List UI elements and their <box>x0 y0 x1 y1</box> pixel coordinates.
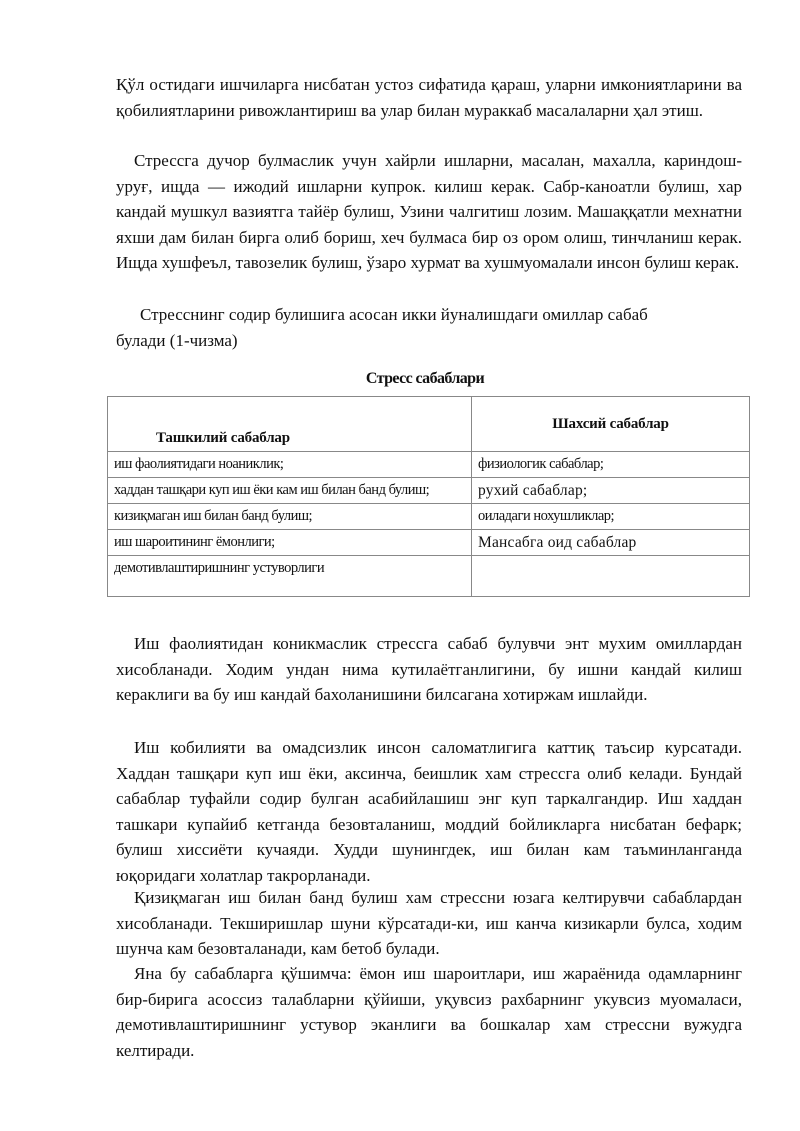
table-row <box>108 530 750 556</box>
table-row <box>108 504 750 530</box>
header-organizational-causes: Ташкилий сабаблар <box>108 397 472 452</box>
paragraph-additional-causes: Яна бу сабабларга қўшимча: ёмон иш шароитлари, иш жараёнида одамларнинг бир-бирига асоссиз талабларни қўйиши, уқувсиз рахбарнинг укувсиз муомаласи, демотивлаштиришнинг устувор эканлиги ва бошкалар хам стрессни вужудга келтиради. <box>116 964 742 1060</box>
table-cell: хаддан ташқари куп иш ёки кам иш билан банд булиш; <box>108 478 472 504</box>
table-cell: Мансабга оид сабаблар <box>472 530 750 556</box>
table-cell: физиологик сабаблар; <box>472 452 750 478</box>
paragraph-uninteresting-work: Қизиқмаган иш билан банд булиш хам стрессни юзага келтирувчи сабаблардан хисобланади. Текширишлар шуни кўрсатади-ки, иш канча кизикарли булса, ходим шунча кам безовталанади, кам бетоб булади. <box>116 888 742 958</box>
stress-causes-table <box>107 396 750 597</box>
table-cell: кизиқмаган иш билан банд булиш; <box>108 504 472 530</box>
table-cell: иш фаолиятидаги ноаниклик; <box>108 452 472 478</box>
table-header-row <box>108 397 750 452</box>
table-row <box>108 478 750 504</box>
table-row <box>108 452 750 478</box>
table-cell: иш шароитининг ёмонлиги; <box>108 530 472 556</box>
header-personal-causes: Шахсий сабаблар <box>472 397 750 452</box>
paragraph-job-dissatisfaction: Иш фаолиятидан коникмаслик стрессга сабаб булувчи энт мухим омиллардан хисобланади. Ходим ундан нима кутилаётганлигини, бу ишни кандай килиш кераклиги ва бу иш кандай бахоланишини билсагана хотиржам ишлайди. <box>116 634 742 704</box>
intro-line-1: Стресснинг содир булишига асосан икки йуналишдаги омиллар сабаб <box>140 305 648 324</box>
table-cell: демотивлаштиришнинг устуворлиги <box>108 556 472 597</box>
table-cell: рухий сабаблар; <box>472 478 750 504</box>
table-cell <box>472 556 750 597</box>
paragraph-stress-factors-intro <box>116 302 742 353</box>
paragraph-mentoring: Қўл остидаги ишчиларга нисбатан устоз сифатида қараш, уларни имкониятларини ва қобилиятларини ривожлантириш ва улар билан мураккаб масалаларни ҳал этиш. <box>116 75 742 120</box>
table-caption: Стресс сабаблари <box>365 370 485 387</box>
table-row <box>108 556 750 597</box>
table-cell: оиладаги нохушликлар; <box>472 504 750 530</box>
paragraph-workload: Иш кобилияти ва омадсизлик инсон саломатлигига каттиқ таъсир курсатади. Хаддан ташқари куп иш ёки, аксинча, беишлик хам стрессга олиб келади. Бундай сабаблар туфайли содир булган асабийлашиш энг куп таркалгандир. Иш хаддан ташкари купайиб кетганда безовталаниш, моддий бойликларга нисбатан бефарк; булиш хиссиёти кучаяди. Худди шунингдек, иш билан кам таъминланганда юқоридаги холатлар такрорланади. <box>116 738 742 885</box>
intro-line-2: булади (1-чизма) <box>116 330 238 350</box>
paragraph-avoid-stress: Стрессга дучор булмаслик учун хайрли ишларни, масалан, махалла, кариндош-уруғ, ищда — ижодий ишларни купрок. килиш керак. Сабр-каноатли булиш, хар кандай мушкул вазиятга тайёр булиш, Узини чалгитиш лозим. Машаққатли мехнатни яхши дам билан бирга олиб бориш, хеч булмаса бир оз ором олиш, тинчланиш керак. Ищда хушфеъл, тавозелик булиш, ўзаро хурмат ва хушмуомалали инсон булиш керак. <box>116 151 742 272</box>
